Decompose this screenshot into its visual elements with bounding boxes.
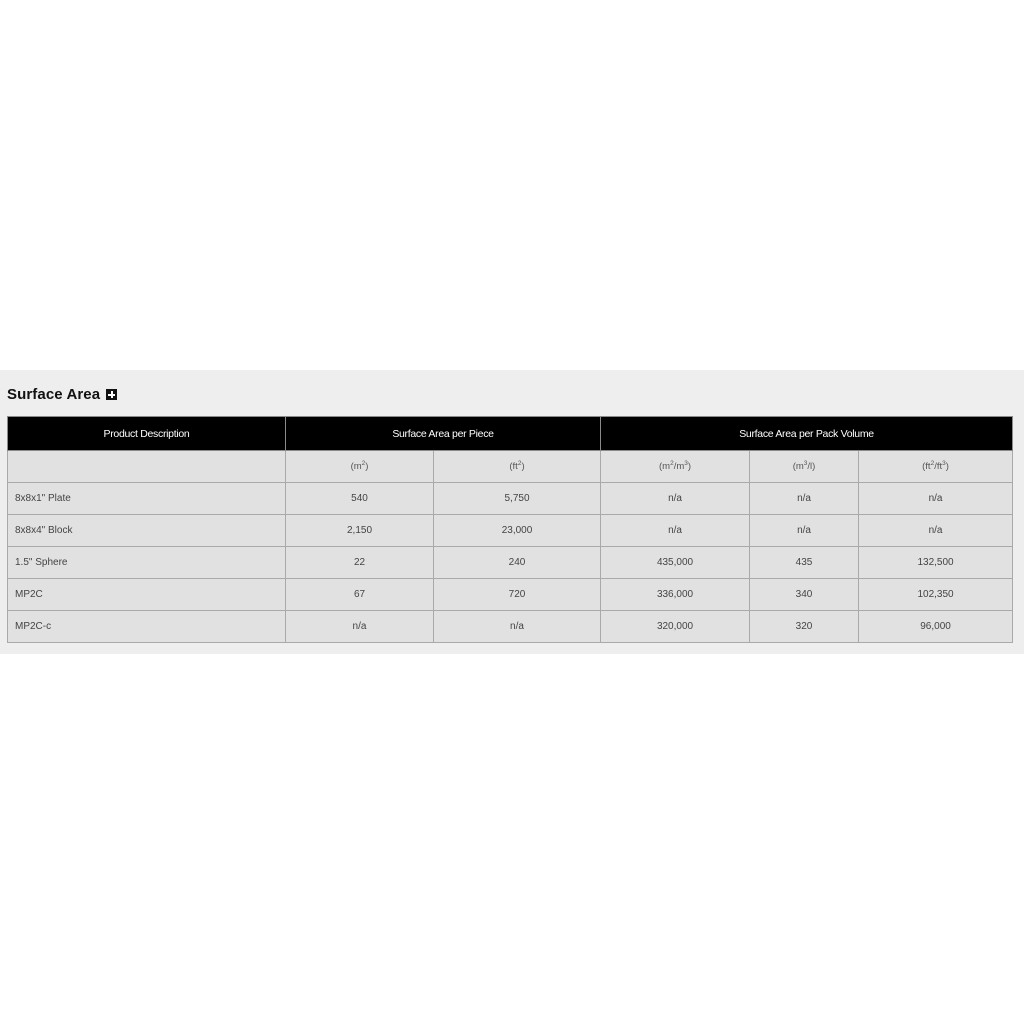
table-row <box>8 579 1013 611</box>
cell-ft2: 5,750 <box>434 483 601 515</box>
cell-ft2-per-ft3: n/a <box>859 515 1013 547</box>
header-surface-area-per-piece: Surface Area per Piece <box>286 417 601 451</box>
cell-product-description: 8x8x1" Plate <box>8 483 286 515</box>
units-row <box>8 451 1013 483</box>
cell-ft2: n/a <box>434 611 601 643</box>
header-product-description: Product Description <box>8 417 286 451</box>
section-header[interactable] <box>7 384 117 404</box>
cell-m2-per-m3: 336,000 <box>601 579 750 611</box>
table-header-row <box>8 417 1013 451</box>
cell-product-description: 8x8x4" Block <box>8 515 286 547</box>
surface-area-table <box>7 416 1013 643</box>
unit-ft2-per-ft3: $(ft^2/ft^3)$ <box>859 451 1013 483</box>
cell-m3-per-l: 320 <box>750 611 859 643</box>
cell-m2: 540 <box>286 483 434 515</box>
cell-m2-per-m3: n/a <box>601 483 750 515</box>
cell-ft2-per-ft3: 132,500 <box>859 547 1013 579</box>
cell-product-description: MP2C-c <box>8 611 286 643</box>
cell-m3-per-l: 435 <box>750 547 859 579</box>
cell-m2: n/a <box>286 611 434 643</box>
surface-area-panel <box>0 370 1024 654</box>
cell-m2: 22 <box>286 547 434 579</box>
plus-square-icon[interactable] <box>106 389 117 400</box>
cell-m2-per-m3: n/a <box>601 515 750 547</box>
unit-ft2: $(ft^2)$ <box>434 451 601 483</box>
cell-ft2-per-ft3: 96,000 <box>859 611 1013 643</box>
cell-ft2: 720 <box>434 579 601 611</box>
header-surface-area-per-pack-volume: Surface Area per Pack Volume <box>601 417 1013 451</box>
table-row <box>8 483 1013 515</box>
table-row <box>8 515 1013 547</box>
cell-m3-per-l: n/a <box>750 483 859 515</box>
cell-m2: 2,150 <box>286 515 434 547</box>
cell-m3-per-l: 340 <box>750 579 859 611</box>
cell-product-description: 1.5" Sphere <box>8 547 286 579</box>
cell-ft2: 240 <box>434 547 601 579</box>
section-title: Surface Area <box>7 385 101 403</box>
unit-m3-per-l: $(m^3/l)$ <box>750 451 859 483</box>
cell-m2-per-m3: 435,000 <box>601 547 750 579</box>
table-row <box>8 547 1013 579</box>
table-row <box>8 611 1013 643</box>
cell-ft2: 23,000 <box>434 515 601 547</box>
unit-m2-per-m3: $(m^2/m^3)$ <box>601 451 750 483</box>
cell-m3-per-l: n/a <box>750 515 859 547</box>
cell-ft2-per-ft3: 102,350 <box>859 579 1013 611</box>
units-blank-cell <box>8 451 286 483</box>
cell-m2-per-m3: 320,000 <box>601 611 750 643</box>
cell-ft2-per-ft3: n/a <box>859 483 1013 515</box>
unit-m2: $(m^2)$ <box>286 451 434 483</box>
cell-m2: 67 <box>286 579 434 611</box>
cell-product-description: MP2C <box>8 579 286 611</box>
